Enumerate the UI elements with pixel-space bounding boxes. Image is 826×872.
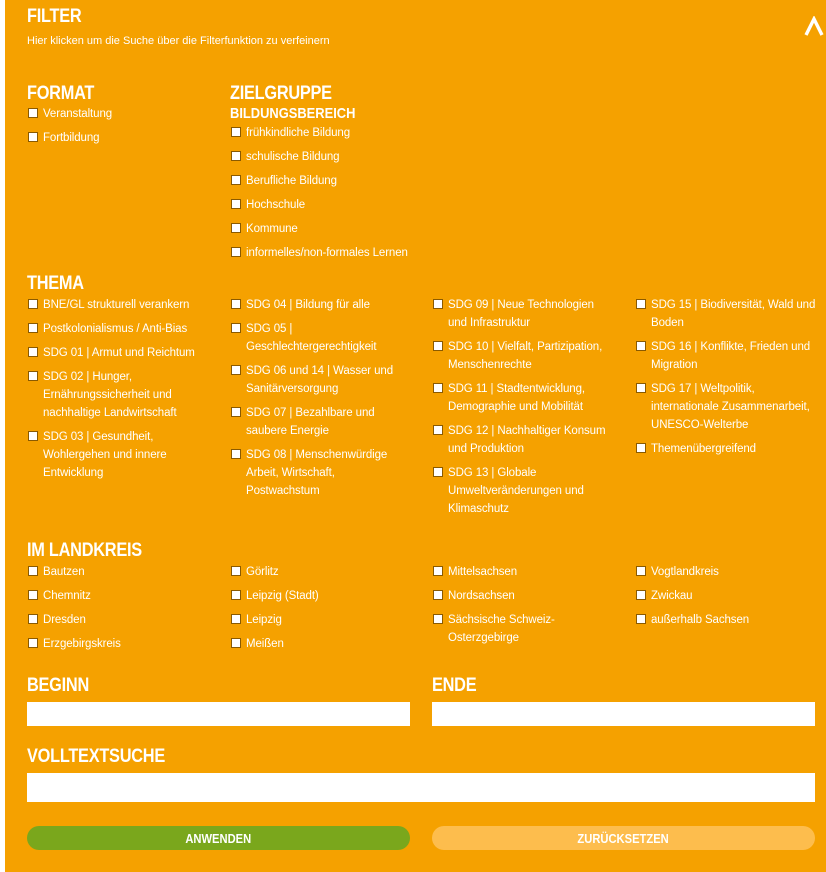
checkbox-box[interactable] xyxy=(231,365,241,375)
checkbox-label: SDG 05 | Geschlechtergerechtigkeit xyxy=(246,323,377,353)
checkbox-label: informelles/non-formales Lernen xyxy=(246,247,408,259)
checkbox-box[interactable] xyxy=(433,383,443,393)
checkbox-label: SDG 06 und 14 | Wasser und Sanitärversorgung xyxy=(246,365,393,395)
checkbox-zielgruppe-beruflich[interactable] xyxy=(231,172,337,190)
checkbox-box[interactable] xyxy=(636,299,646,309)
checkbox-box[interactable] xyxy=(231,407,241,417)
checkbox-box[interactable] xyxy=(231,199,241,209)
checkbox-thema-sdg03[interactable] xyxy=(28,428,188,482)
checkbox-thema-sdg16[interactable] xyxy=(636,338,822,374)
checkbox-box[interactable] xyxy=(231,223,241,233)
filter-title[interactable]: FILTER xyxy=(27,6,82,27)
checkbox-thema-sdg01[interactable] xyxy=(28,344,206,362)
checkbox-thema-sdg07[interactable] xyxy=(231,404,391,440)
checkbox-box[interactable] xyxy=(28,299,38,309)
checkbox-label: SDG 16 | Konflikte, Frieden und Migration xyxy=(651,341,811,371)
checkbox-label: Leipzig xyxy=(246,614,282,626)
volltextsuche-label: VOLLTEXTSUCHE xyxy=(27,746,165,767)
checkbox-landkreis-zwickau[interactable] xyxy=(636,587,692,605)
checkbox-label: Sächsische Schweiz-Osterzgebirge xyxy=(448,614,555,644)
ende-label: ENDE xyxy=(432,675,477,696)
checkbox-box[interactable] xyxy=(231,638,241,648)
checkbox-thema-sdg06-14[interactable] xyxy=(231,362,403,398)
checkbox-box[interactable] xyxy=(28,590,38,600)
checkbox-box[interactable] xyxy=(433,341,443,351)
checkbox-label: SDG 12 | Nachhaltiger Konsum und Produktion xyxy=(448,425,606,455)
checkbox-label: Zwickau xyxy=(651,590,693,602)
checkbox-label: schulische Bildung xyxy=(246,151,340,163)
apply-button[interactable] xyxy=(27,826,410,850)
checkbox-box[interactable] xyxy=(28,371,38,381)
checkbox-box[interactable] xyxy=(28,638,38,648)
bildungsbereich-subheading: BILDUNGSBEREICH xyxy=(230,105,356,122)
filter-subtitle[interactable]: Hier klicken um die Suche über die Filterfunktion zu verfeinern xyxy=(27,35,330,47)
checkbox-box[interactable] xyxy=(636,341,646,351)
checkbox-label: Meißen xyxy=(246,638,284,650)
checkbox-label: SDG 02 | Hunger, Ernährungssicherheit und nachhaltige Landwirtschaft xyxy=(43,371,177,419)
checkbox-box[interactable] xyxy=(231,566,241,576)
checkbox-landkreis-ausserhalb-sachsen[interactable] xyxy=(636,611,749,629)
checkbox-format-veranstaltung[interactable] xyxy=(28,105,112,123)
volltextsuche-input[interactable] xyxy=(27,773,815,802)
checkbox-box[interactable] xyxy=(231,175,241,185)
checkbox-zielgruppe-informell[interactable] xyxy=(231,244,408,262)
checkbox-label: BNE/GL strukturell verankern xyxy=(43,299,190,311)
checkbox-label: SDG 10 | Vielfalt, Partizipation, Menschenrechte xyxy=(448,341,603,371)
checkbox-label: Veranstaltung xyxy=(43,108,113,120)
checkbox-zielgruppe-schulisch[interactable] xyxy=(231,148,339,166)
checkbox-landkreis-chemnitz[interactable] xyxy=(28,587,91,605)
checkbox-box[interactable] xyxy=(433,467,443,477)
checkbox-label: Hochschule xyxy=(246,199,306,211)
checkbox-label: SDG 15 | Biodiversität, Wald und Boden xyxy=(651,299,816,329)
checkbox-label: SDG 17 | Weltpolitik, internationale Zusammenarbeit, UNESCO-Welterbe xyxy=(651,383,810,431)
checkbox-label: Berufliche Bildung xyxy=(246,175,337,187)
checkbox-box[interactable] xyxy=(28,108,38,118)
checkbox-landkreis-nordsachsen[interactable] xyxy=(433,587,515,605)
checkbox-zielgruppe-fruehkindlich[interactable] xyxy=(231,124,350,142)
checkbox-label: Dresden xyxy=(43,614,86,626)
checkbox-landkreis-goerlitz[interactable] xyxy=(231,563,279,581)
checkbox-box[interactable] xyxy=(433,614,443,624)
thema-heading: THEMA xyxy=(27,273,84,294)
checkbox-thema-postkolonialismus[interactable] xyxy=(28,320,206,338)
checkbox-label: SDG 01 | Armut und Reichtum xyxy=(43,347,195,359)
format-heading: FORMAT xyxy=(27,83,95,104)
reset-button-label: ZURÜCKSETZEN xyxy=(577,830,670,846)
checkbox-label: SDG 09 | Neue Technologien und Infrastruktur xyxy=(448,299,594,329)
checkbox-thema-sdg04[interactable] xyxy=(231,296,411,314)
checkbox-landkreis-dresden[interactable] xyxy=(28,611,86,629)
checkbox-landkreis-bautzen[interactable] xyxy=(28,563,85,581)
checkbox-label: frühkindliche Bildung xyxy=(246,127,351,139)
checkbox-box[interactable] xyxy=(231,151,241,161)
checkbox-box[interactable] xyxy=(636,443,646,453)
checkbox-box[interactable] xyxy=(636,614,646,624)
ende-date-input[interactable] xyxy=(432,702,815,726)
checkbox-box[interactable] xyxy=(231,299,241,309)
checkbox-thema-bne[interactable] xyxy=(28,296,206,314)
checkbox-box[interactable] xyxy=(636,383,646,393)
checkbox-label: SDG 07 | Bezahlbare und saubere Energie xyxy=(246,407,375,437)
checkbox-landkreis-mittelsachsen[interactable] xyxy=(433,563,517,581)
checkbox-box[interactable] xyxy=(433,299,443,309)
checkbox-label: Görlitz xyxy=(246,566,279,578)
checkbox-thema-sdg10[interactable] xyxy=(433,338,608,374)
checkbox-box[interactable] xyxy=(28,614,38,624)
checkbox-box[interactable] xyxy=(231,323,241,333)
checkbox-box[interactable] xyxy=(433,566,443,576)
checkbox-thema-sdg15[interactable] xyxy=(636,296,822,332)
checkbox-format-fortbildung[interactable] xyxy=(28,129,99,147)
checkbox-box[interactable] xyxy=(231,127,241,137)
checkbox-box[interactable] xyxy=(231,247,241,257)
checkbox-label: Postkolonialismus / Anti-Bias xyxy=(43,323,188,335)
checkbox-label: SDG 08 | Menschenwürdige Arbeit, Wirtschaft, Postwachstum xyxy=(246,449,388,497)
checkbox-zielgruppe-kommune[interactable] xyxy=(231,220,298,238)
checkbox-box[interactable] xyxy=(28,431,38,441)
checkbox-thema-sdg17[interactable] xyxy=(636,380,824,434)
checkbox-thema-sdg12[interactable] xyxy=(433,422,611,458)
checkbox-label: Bautzen xyxy=(43,566,85,578)
checkbox-label: Leipzig (Stadt) xyxy=(246,590,319,602)
checkbox-label: außerhalb Sachsen xyxy=(651,614,750,626)
beginn-date-input[interactable] xyxy=(27,702,410,726)
checkbox-box[interactable] xyxy=(433,590,443,600)
checkbox-thema-sdg09[interactable] xyxy=(433,296,608,332)
apply-button-label: ANWENDEN xyxy=(185,830,252,846)
checkbox-thema-sdg08[interactable] xyxy=(231,446,401,500)
beginn-label: BEGINN xyxy=(27,675,90,696)
checkbox-zielgruppe-hochschule[interactable] xyxy=(231,196,305,214)
checkbox-box[interactable] xyxy=(28,132,38,142)
checkbox-box[interactable] xyxy=(28,347,38,357)
checkbox-landkreis-meissen[interactable] xyxy=(231,635,284,653)
checkbox-box[interactable] xyxy=(231,590,241,600)
checkbox-label: Erzgebirgskreis xyxy=(43,638,121,650)
checkbox-box[interactable] xyxy=(636,590,646,600)
checkbox-landkreis-saechsische-schweiz[interactable] xyxy=(433,611,583,647)
checkbox-label: SDG 13 | Globale Umweltveränderungen und Klimaschutz xyxy=(448,467,584,515)
checkbox-thema-sdg11[interactable] xyxy=(433,380,608,416)
checkbox-landkreis-erzgebirgskreis[interactable] xyxy=(28,635,121,653)
checkbox-label: SDG 04 | Bildung für alle xyxy=(246,299,370,311)
zielgruppe-heading: ZIELGRUPPE xyxy=(230,83,332,104)
checkbox-label: SDG 11 | Stadtentwicklung, Demographie und Mobilität xyxy=(448,383,585,413)
checkbox-landkreis-vogtlandkreis[interactable] xyxy=(636,563,719,581)
checkbox-label: Fortbildung xyxy=(43,132,100,144)
checkbox-label: Chemnitz xyxy=(43,590,91,602)
checkbox-landkreis-leipzig-stadt[interactable] xyxy=(231,587,319,605)
filter-panel xyxy=(5,0,826,872)
checkbox-box[interactable] xyxy=(231,614,241,624)
checkbox-label: Themenübergreifend xyxy=(651,443,756,455)
checkbox-label: Nordsachsen xyxy=(448,590,515,602)
reset-button[interactable] xyxy=(432,826,815,850)
checkbox-label: Mittelsachsen xyxy=(448,566,518,578)
checkbox-thema-sdg13[interactable] xyxy=(433,464,603,518)
checkbox-thema-themenuebergreifend[interactable] xyxy=(636,440,822,458)
landkreis-heading: IM LANDKREIS xyxy=(27,540,142,561)
checkbox-thema-sdg05[interactable] xyxy=(231,320,391,356)
checkbox-box[interactable] xyxy=(28,323,38,333)
checkbox-thema-sdg02[interactable] xyxy=(28,368,198,422)
checkbox-box[interactable] xyxy=(231,449,241,459)
checkbox-landkreis-leipzig[interactable] xyxy=(231,611,282,629)
checkbox-label: Kommune xyxy=(246,223,298,235)
checkbox-box[interactable] xyxy=(636,566,646,576)
checkbox-label: Vogtlandkreis xyxy=(651,566,719,578)
checkbox-label: SDG 03 | Gesundheit, Wohlergehen und innere Entwicklung xyxy=(43,431,167,479)
checkbox-box[interactable] xyxy=(28,566,38,576)
checkbox-box[interactable] xyxy=(433,425,443,435)
chevron-up-icon[interactable] xyxy=(803,16,825,38)
